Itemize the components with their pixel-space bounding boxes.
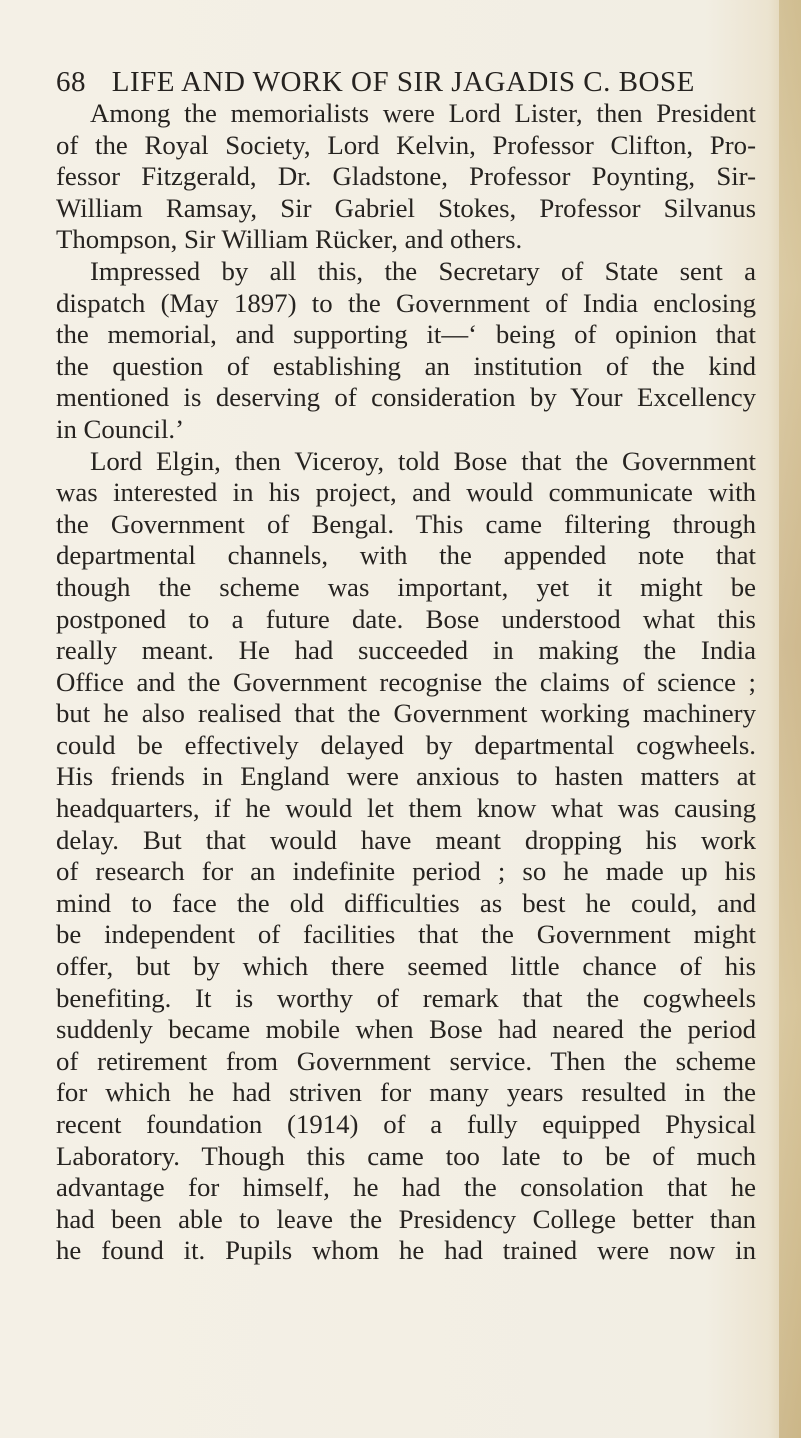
text-line: mind to face the old difficulties as best he could, and	[56, 887, 756, 918]
text-line: really meant. He had succeeded in making the India	[56, 635, 756, 666]
text-line: Office and the Government recognise the claims of science ;	[56, 666, 756, 697]
text-line: Lord Elgin, then Viceroy, told Bose that the Government	[90, 445, 756, 476]
page-number: 68	[56, 66, 86, 98]
text-line: the Government of Bengal. This came filtering through	[56, 508, 756, 539]
text-line: mentioned is deserving of consideration by Your Excellency	[56, 382, 756, 413]
text-line: delay. But that would have meant dropping his work	[56, 824, 756, 855]
text-line: was interested in his project, and would communicate with	[56, 477, 756, 508]
text-line: of the Royal Society, Lord Kelvin, Professor Clifton, Pro-	[56, 129, 756, 160]
text-line: for which he had striven for many years resulted in the	[56, 1077, 756, 1108]
text-line: the question of establishing an institution of the kind	[56, 350, 756, 381]
text-line: could be effectively delayed by departmental cogwheels.	[56, 729, 756, 760]
text-line: suddenly became mobile when Bose had neared the period	[56, 1014, 756, 1045]
text-line: but he also realised that the Government working machinery	[56, 698, 756, 729]
text-line: in Council.’	[56, 413, 185, 444]
text-line: dispatch (May 1897) to the Government of India enclosing	[56, 287, 756, 318]
text-line: offer, but by which there seemed little chance of his	[56, 951, 756, 982]
text-line: fessor Fitzgerald, Dr. Gladstone, Professor Poynting, Sir-	[56, 161, 756, 192]
running-title: LIFE AND WORK OF SIR JAGADIS C. BOSE	[111, 66, 695, 98]
text-line: departmental channels, with the appended note that	[56, 540, 756, 571]
text-line: of research for an indefinite period ; so he made up his	[56, 856, 756, 887]
text-line: advantage for himself, he had the consolation that he	[56, 1172, 756, 1203]
text-line: recent foundation (1914) of a fully equipped Physical	[56, 1109, 756, 1139]
text-line: Impressed by all this, the Secretary of State sent a	[90, 255, 756, 286]
text-line: had been able to leave the Presidency College better than	[56, 1203, 756, 1234]
text-line: he found it. Pupils whom he had trained were now in	[56, 1235, 756, 1266]
text-line: His friends in England were anxious to hasten matters at	[56, 761, 756, 792]
text-line: Thompson, Sir William Rücker, and others.	[56, 224, 523, 255]
text-line: benefiting. It is worthy of remark that the cogwheels	[56, 982, 756, 1013]
text-line: the memorial, and supporting it—‘ being of opinion that	[56, 319, 756, 350]
page-edge-stain	[779, 0, 801, 1438]
body-text	[56, 98, 756, 1267]
text-line: Among the memorialists were Lord Lister, then President	[90, 98, 756, 128]
text-line: Laboratory. Though this came too late to be of much	[56, 1140, 756, 1171]
text-line: be independent of facilities that the Government might	[56, 919, 756, 950]
text-line: postponed to a future date. Bose understood what this	[56, 603, 756, 634]
text-line: headquarters, if he would let them know what was causing	[56, 793, 756, 824]
text-line: William Ramsay, Sir Gabriel Stokes, Professor Silvanus	[56, 192, 756, 223]
text-line: though the scheme was important, yet it might be	[56, 571, 756, 602]
text-line: of retirement from Government service. Then the scheme	[56, 1045, 756, 1076]
